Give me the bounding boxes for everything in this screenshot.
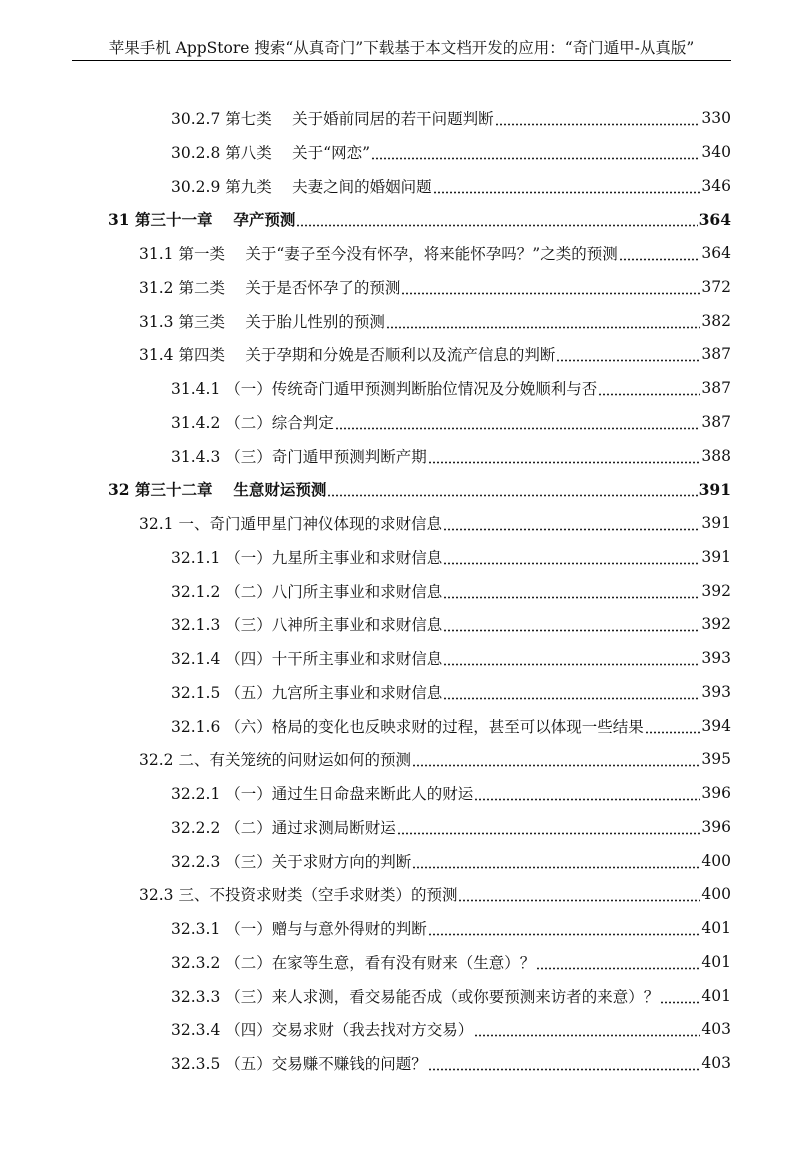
toc-leader-dots <box>296 211 697 227</box>
toc-entry-title: 32.2.1 （一）通过生日命盘来断此人的财运 <box>171 785 474 803</box>
toc-page-number: 387 <box>701 345 731 364</box>
toc-entry[interactable] <box>171 101 731 135</box>
toc-page-number: 392 <box>701 581 731 600</box>
toc-entry-title: 32.3 三、不投资求财类（空手求财类）的预测 <box>139 886 458 905</box>
toc-entry-title: 30.2.7 第七类 关于婚前同居的若干问题判断 <box>171 110 494 128</box>
toc-entry[interactable] <box>139 270 731 304</box>
toc-leader-dots <box>443 684 700 700</box>
toc-page-number: 401 <box>701 986 731 1005</box>
toc-entry-title: 32.1.6 （六）格局的变化也反映求财的过程，甚至可以体现一些结果 <box>171 717 644 736</box>
toc-page-number: 396 <box>701 817 731 836</box>
toc-entry-title: 32.3.1 （一）赠与与意外得财的判断 <box>171 920 427 938</box>
toc-entry[interactable] <box>139 337 731 371</box>
toc-leader-dots <box>401 279 700 295</box>
toc-page-number: 396 <box>701 784 731 802</box>
toc-leader-dots <box>412 853 700 869</box>
toc-leader-dots <box>536 954 700 970</box>
toc-entry-title: 32.2 二、有关笼统的问财运如何的预测 <box>139 751 411 770</box>
toc-page-number: 391 <box>701 547 731 566</box>
toc-page-number: 372 <box>701 277 731 296</box>
toc-leader-dots <box>412 751 700 767</box>
toc-page-number: 387 <box>701 412 731 431</box>
toc-entry-title: 32.1.5 （五）九宫所主事业和求财信息 <box>171 683 443 702</box>
toc-page-number: 395 <box>701 750 731 769</box>
toc-entry[interactable] <box>171 911 731 945</box>
toc-leader-dots <box>386 313 701 329</box>
toc-leader-dots <box>428 1055 701 1071</box>
toc-entry[interactable] <box>108 202 731 236</box>
toc-entry-title: 32 第三十二章 生意财运预测 <box>108 480 327 500</box>
toc-entry-title: 32.2.3 （三）关于求财方向的判断 <box>171 852 412 871</box>
toc-entry-title: 32.3.2 （二）在家等生意，看有没有财来（生意）？ <box>171 953 536 972</box>
toc-leader-dots <box>327 481 697 497</box>
toc-page-number: 364 <box>698 209 731 229</box>
toc-entry[interactable] <box>139 877 731 911</box>
toc-page-number: 401 <box>701 919 731 937</box>
toc-entry[interactable] <box>171 169 731 203</box>
toc-entry-title: 31.4 第四类 关于孕期和分娩是否顺利以及流产信息的判断 <box>139 346 556 365</box>
toc-leader-dots <box>458 886 700 902</box>
toc-entry[interactable] <box>171 1012 731 1046</box>
toc-entry-title: 31.3 第三类 关于胎儿性别的预测 <box>139 312 385 331</box>
toc-page-number: 382 <box>701 311 731 330</box>
toc-entry-title: 31.4.2 （二）综合判定 <box>171 413 334 432</box>
toc-leader-dots <box>443 549 700 565</box>
toc-leader-dots <box>474 785 700 801</box>
toc-entry[interactable] <box>171 810 731 844</box>
toc-entry-title: 32.1.4 （四）十干所主事业和求财信息 <box>171 650 443 668</box>
toc-page-number: 391 <box>701 514 731 532</box>
toc-entry-title: 32.1 一、奇门遁甲星门神仪体现的求财信息 <box>139 515 442 533</box>
toc-leader-dots <box>443 650 700 666</box>
toc-entry[interactable] <box>171 439 731 473</box>
toc-entry[interactable] <box>139 304 731 338</box>
toc-entry[interactable] <box>171 540 731 574</box>
toc-page-number: 401 <box>701 952 731 971</box>
toc-leader-dots <box>443 583 700 599</box>
toc-page-number: 388 <box>701 446 731 465</box>
toc-page-number: 393 <box>701 682 731 701</box>
toc-page-number: 346 <box>701 176 731 195</box>
toc-entry-title: 32.3.5 （五）交易赚不赚钱的问题？ <box>171 1055 427 1073</box>
toc-entry-title: 30.2.9 第九类 夫妻之间的婚姻问题 <box>171 177 432 196</box>
toc-entry[interactable] <box>171 979 731 1013</box>
toc-entry-title: 30.2.8 第八类 关于“网恋” <box>171 143 371 162</box>
toc-leader-dots <box>556 346 700 362</box>
toc-leader-dots <box>397 819 701 835</box>
toc-leader-dots <box>428 920 701 936</box>
toc-entry-title: 31.1 第一类 关于“妻子至今没有怀孕，将来能怀孕吗？”之类的预测 <box>139 245 618 263</box>
toc-page-number: 400 <box>701 851 731 870</box>
toc-page-number: 393 <box>701 649 731 667</box>
toc-entry-title: 32.3.4 （四）交易求财（我去找对方交易） <box>171 1021 474 1040</box>
toc-leader-dots <box>433 178 701 194</box>
toc-entry-title: 32.1.1 （一）九星所主事业和求财信息 <box>171 548 443 567</box>
toc-entry-title: 32.2.2 （二）通过求测局断财运 <box>171 818 396 837</box>
toc-entry[interactable] <box>139 742 731 776</box>
toc-leader-dots <box>335 414 701 430</box>
toc-leader-dots <box>474 1021 700 1037</box>
toc-leader-dots <box>371 144 700 160</box>
toc-page-number: 340 <box>701 142 731 161</box>
toc-leader-dots <box>645 718 701 734</box>
toc-entry[interactable] <box>139 236 731 270</box>
toc-page-number: 391 <box>698 479 731 499</box>
toc-leader-dots <box>495 110 701 126</box>
toc-entry-title: 32.3.3 （三）来人求测，看交易能否成（或你要预测来访者的来意）？ <box>171 987 660 1006</box>
toc-entry-title: 31.2 第二类 关于是否怀孕了的预测 <box>139 278 401 297</box>
toc-entry-title: 31.4.1 （一）传统奇门遁甲预测判断胎位情况及分娩顺利与否 <box>171 380 598 398</box>
toc-entry[interactable] <box>171 675 731 709</box>
toc-page-number: 403 <box>701 1020 731 1039</box>
toc-leader-dots <box>660 988 700 1004</box>
toc-page-number: 364 <box>701 244 731 262</box>
toc-page-number: 394 <box>701 716 731 735</box>
toc-entry[interactable] <box>171 405 731 439</box>
toc-entry[interactable] <box>171 135 731 169</box>
toc-page-number: 392 <box>701 615 731 634</box>
toc-entry[interactable] <box>171 607 731 641</box>
toc-entry[interactable] <box>171 371 731 405</box>
toc-entry[interactable] <box>171 574 731 608</box>
toc-entry[interactable] <box>139 506 731 540</box>
toc-entry-title: 32.1.3 （三）八神所主事业和求财信息 <box>171 616 443 635</box>
toc-entry[interactable] <box>171 1046 731 1080</box>
toc-entry[interactable] <box>108 472 731 506</box>
toc-leader-dots <box>598 380 700 396</box>
toc-page-number: 403 <box>701 1054 731 1072</box>
toc-page-number: 330 <box>701 109 731 127</box>
toc-entry[interactable] <box>171 641 731 675</box>
page-header: 苹果手机 AppStore 搜索“从真奇门”下载基于本文档开发的应用：“奇门遁甲-从真版” <box>72 36 731 61</box>
toc-leader-dots <box>428 448 701 464</box>
toc-entry[interactable] <box>171 776 731 810</box>
toc-entry[interactable] <box>171 844 731 878</box>
toc-entry[interactable] <box>171 709 731 743</box>
toc-page-number: 387 <box>701 379 731 397</box>
toc-entry-title: 31.4.3 （三）奇门遁甲预测判断产期 <box>171 447 427 466</box>
toc-leader-dots <box>443 616 700 632</box>
toc-entry[interactable] <box>171 945 731 979</box>
toc-page-number: 400 <box>701 885 731 904</box>
toc-entry-title: 31 第三十一章 孕产预测 <box>108 210 296 230</box>
toc-entry-title: 32.1.2 （二）八门所主事业和求财信息 <box>171 582 443 601</box>
toc-leader-dots <box>443 515 700 531</box>
toc-leader-dots <box>619 245 701 261</box>
